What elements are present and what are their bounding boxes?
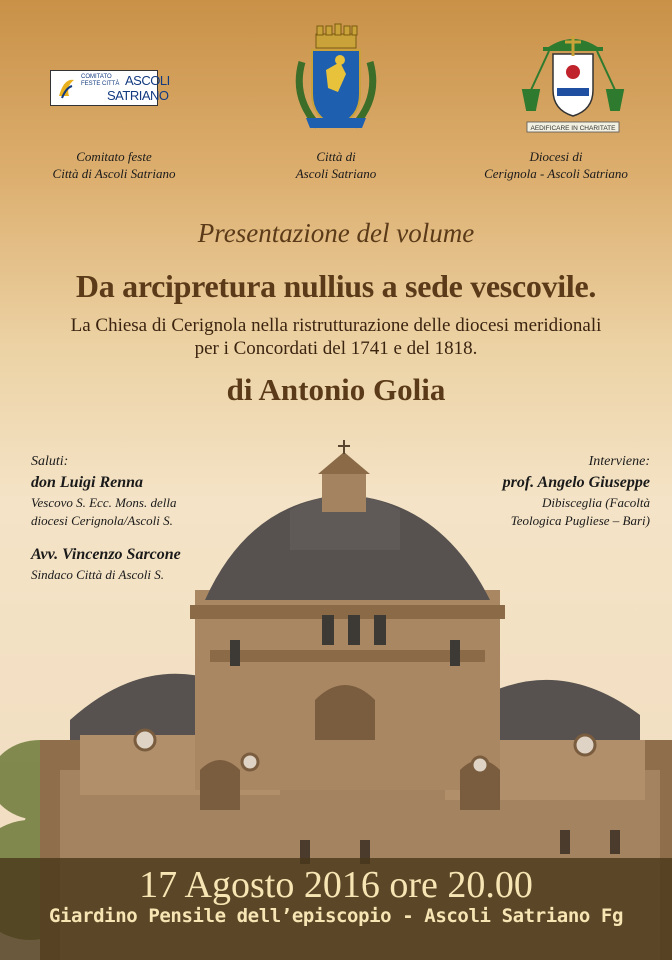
speaker1-role-line1: Vescovo S. Ecc. Mons. della [31,495,177,510]
committee-caption-line2: Città di Ascoli Satriano [52,166,176,181]
diocese-caption-line1: Diocesi di [529,149,583,164]
event-lead: Presentazione del volume [197,218,475,248]
speaker3-role-line1: Dibisceglia (Facoltà [542,495,650,510]
committee-caption-line1: Comitato feste [76,149,152,164]
speaker2-role: Sindaco Città di Ascoli S. [31,567,165,582]
speaker3-role-line2: Teologica Pugliese – Bari) [510,513,650,528]
city-crest-icon [288,22,384,138]
intervention-label: Interviene: [588,454,650,469]
committee-logo [50,70,170,106]
book-subtitle [0,314,672,360]
book-author: di Antonio Golia [226,372,446,407]
diocese-motto: AEDIFICARE IN CHARITATE [530,125,616,132]
speaker3-name: prof. Angelo Giuseppe [502,474,650,491]
speaker2-name: Avv. Vincenzo Sarcone [31,546,181,563]
event-date: 17 Agosto 2016 ore 20.00 [139,864,533,906]
diocese-caption-line2: Cerignola - Ascoli Satriano [484,166,628,181]
diocese-crest-icon [517,30,629,138]
book-title: Da arcipretura nullius a sede vescovile. [75,268,597,304]
committee-caption [23,148,205,182]
book-subtitle-line1: La Chiesa di Cerignola nella ristrutturazione delle diocesi meridionali [70,315,602,336]
city-caption-line1: Città di [316,149,356,164]
committee-flame-icon [56,76,78,100]
intervention-block [430,454,650,530]
speaker1-role-line2: diocesi Cerignola/Ascoli S. [31,513,173,528]
speaker1-name: don Luigi Renna [31,474,144,491]
city-caption-line2: Ascoli Satriano [295,166,377,181]
committee-logo-line1: ASCOLI [125,73,170,88]
diocese-caption [471,148,641,182]
greetings-label: Saluti: [31,454,69,469]
greetings-block [31,454,251,584]
event-venue: Giardino Pensile dell’episcopio - Ascoli Satriano Fg [48,905,624,927]
book-subtitle-line2: per i Concordati del 1741 e del 1818. [194,338,478,359]
committee-logo-line2: SATRIANO [107,88,169,103]
city-caption [236,148,436,182]
committee-small-text: COMITATO FESTE CITTÀ [81,74,120,87]
